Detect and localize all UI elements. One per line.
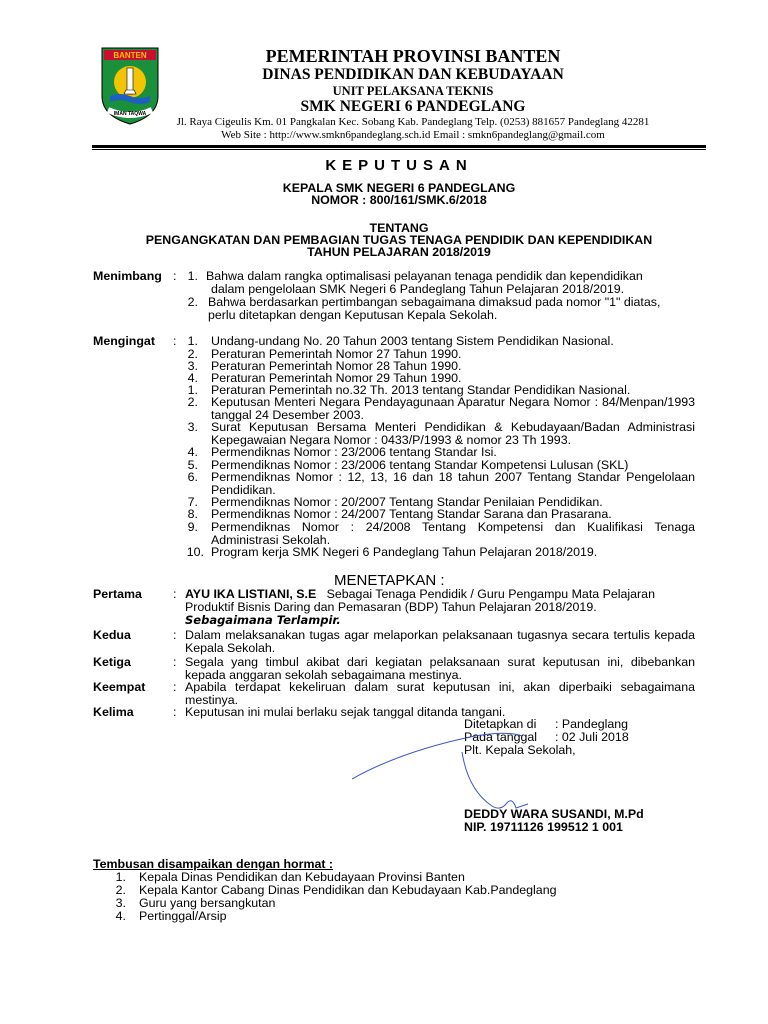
letterhead-rule-thin	[92, 149, 706, 150]
mengingat-item-text: Peraturan Pemerintah Nomor 27 Tahun 1990.	[211, 347, 462, 361]
mengingat-item-text: Program kerja SMK Negeri 6 Pandeglang Tahun Pelajaran 2018/2019.	[211, 545, 598, 559]
sign-date-label: Pada tanggal	[464, 730, 538, 744]
subject-line2: TAHUN PELAJARAN 2018/2019	[307, 245, 491, 259]
kedua-label: Kedua	[93, 628, 131, 642]
ketiga-colon: :	[173, 655, 177, 669]
mengingat-item-text: Peraturan Pemerintah Nomor 28 Tahun 1990.	[211, 359, 462, 373]
mengingat-item-text: Surat Keputusan Bersama Menteri Pendidikan & Kebudayaan/Badan Administrasi Kepegawaian Negara Nomor : 0433/P/1993 & nomor 23 Th 1993.	[211, 420, 695, 447]
kelima-colon: :	[173, 705, 177, 719]
mengingat-item-num: 6.	[187, 470, 198, 484]
pertama-colon: :	[173, 587, 177, 601]
mengingat-item-text: Peraturan Pemerintah Nomor 29 Tahun 1990.	[211, 371, 462, 385]
logo-top-text: BANTEN	[113, 51, 147, 61]
mengingat-item-text: Permendiknas Nomor : 24/2008 Tentang Kompetensi dan Kualifikasi Tenaga Administrasi Sekolah.	[211, 520, 695, 547]
letterhead-line2: DINAS PENDIDIKAN DAN KEBUDAYAAN	[262, 66, 564, 83]
appointee-name: AYU IKA LISTIANI, S.E	[185, 587, 317, 601]
pertama-italic: Sebagaimana Terlampir.	[185, 613, 341, 627]
mengingat-item-num: 3.	[187, 420, 198, 434]
mengingat-item-text: Permendiknas Nomor : 24/2007 Tentang Standar Sarana dan Prasarana.	[211, 507, 612, 521]
logo-bottom-text: IMAN TAQWA	[113, 111, 147, 117]
tembusan-item-num: 4.	[115, 909, 126, 923]
kelima-text: Keputusan ini mulai berlaku sejak tanggal ditanda tangani.	[185, 705, 506, 719]
tembusan-item-text: Kepala Kantor Cabang Dinas Pendidikan dan Kebudayaan Kab.Pandeglang	[139, 883, 557, 897]
kedua-colon: :	[173, 628, 177, 642]
tembusan-item-text: Kepala Dinas Pendidikan dan Kebudayaan Provinsi Banten	[139, 870, 465, 884]
menimbang-label: Menimbang	[93, 269, 162, 283]
mengingat-item-text: Permendiknas Nomor : 12, 13, 16 dan 18 tahun 2007 Tentang Standar Pengelolaan Pendidikan.	[211, 470, 695, 497]
mengingat-item-num: 4.	[187, 371, 198, 385]
issuer-block	[92, 182, 706, 206]
mengingat-item-text: Permendiknas Nomor : 20/2007 Tentang Standar Penilaian Pendidikan.	[211, 495, 603, 509]
ketiga-text: Segala yang timbul akibat dari kegiatan pelaksanaan surat keputusan ini, dibebankan kepada anggaran sekolah sebagaimana mestinya.	[185, 655, 695, 682]
mengingat-item-num: 8.	[187, 507, 198, 521]
menimbang-item-num: 1.	[187, 269, 198, 283]
letterhead-school-name: SMK NEGERI 6 PANDEGLANG	[300, 98, 526, 115]
mengingat-item-num: 2.	[187, 395, 198, 409]
menimbang-colon: :	[173, 269, 177, 283]
tembusan-item-num: 2.	[115, 883, 126, 897]
kedua-text: Dalam melaksanakan tugas agar melaporkan pelaksanaan tugasnya secara tertulis kepada Kepala Sekolah.	[185, 628, 695, 655]
tembusan-heading: Tembusan disampaikan dengan hormat :	[93, 857, 334, 871]
letterhead-web-email: Web Site : http://www.smkn6pandeglang.sch.id Email : smkn6pandeglang@gmail.com	[221, 129, 605, 141]
tembusan-item-text: Guru yang bersangkutan	[139, 896, 276, 910]
kelima-label: Kelima	[93, 705, 134, 719]
mengingat-item-text: Undang-undang No. 20 Tahun 2003 tentang Sistem Pendidikan Nasional.	[211, 334, 614, 348]
mengingat-item-num: 1.	[187, 383, 198, 397]
mengingat-item-num: 3.	[187, 359, 198, 373]
document-title: KEPUTUSAN	[325, 157, 473, 174]
keempat-colon: :	[173, 680, 177, 694]
sign-place-label: Ditetapkan di	[464, 717, 537, 731]
mengingat-item-text: Permendiknas Nomor : 23/2006 tentang Standar Isi.	[211, 445, 497, 459]
menimbang-item-line: Bahwa berdasarkan pertimbangan sebagaimana dimaksud pada nomor "1" diatas,	[208, 295, 661, 309]
menetapkan-heading-colon: :	[440, 572, 445, 589]
tembusan-item-text: Pertinggal/Arsip	[139, 909, 227, 923]
menetapkan-heading-text: MENETAPKAN	[334, 572, 437, 589]
mengingat-item-num: 4.	[187, 445, 198, 459]
menimbang-item-line: Bahwa dalam rangka optimalisasi pelayanan tenaga pendidik dan kependidikan	[206, 269, 643, 283]
menimbang-item-line: dalam pengelolaan SMK Negeri 6 Pandeglang Tahun Pelajaran 2018/2019.	[211, 282, 625, 296]
menimbang-item-num: 2.	[187, 295, 198, 309]
sign-name: DEDDY WARA SUSANDI, M.Pd	[464, 807, 644, 821]
document-number: NOMOR : 800/161/SMK.6/2018	[311, 193, 487, 207]
mengingat-item-num: 7.	[187, 495, 198, 509]
letterhead-rule-thick	[92, 145, 706, 148]
mengingat-item-num: 2.	[187, 347, 198, 361]
issuer: KEPALA SMK NEGERI 6 PANDEGLANG	[282, 181, 516, 195]
about-heading: TENTANG	[369, 221, 429, 235]
mengingat-item-num: 10.	[186, 545, 204, 559]
letterhead-address: Jl. Raya Cigeulis Km. 01 Pangkalan Kec. Sobang Kab. Pandeglang Telp. (0253) 881657 Pandeglang 42281	[176, 116, 650, 128]
pertama-label: Pertama	[93, 587, 142, 601]
keempat-label: Keempat	[93, 680, 146, 694]
mengingat-item-text: Keputusan Menteri Negara Pendayagunaan Aparatur Negara Nomor : 84/Menpan/1993 tanggal 24 Desember 2003.	[211, 395, 695, 422]
letterhead	[118, 46, 708, 142]
ketiga-label: Ketiga	[93, 655, 131, 669]
mengingat-item-num: 5.	[187, 458, 198, 472]
mengingat-item-text: Peraturan Pemerintah no.32 Th. 2013 tentang Standar Pendidikan Nasional.	[211, 383, 631, 397]
mengingat-label: Mengingat	[93, 334, 155, 348]
subject-line1: PENGANGKATAN DAN PEMBAGIAN TUGAS TENAGA PENDIDIK DAN KEPENDIDIKAN	[145, 233, 653, 247]
tembusan-item-num: 3.	[115, 896, 126, 910]
mengingat-colon: :	[173, 334, 177, 348]
sign-role: Plt. Kepala Sekolah,	[464, 743, 576, 757]
pertama-text-b: Produktif Bisnis Daring dan Pemasaran (BDP) Tahun Pelajaran 2018/2019.	[185, 600, 597, 614]
tembusan-item-num: 1.	[115, 870, 126, 884]
mengingat-item-num: 1.	[187, 334, 198, 348]
letterhead-line3: UNIT PELAKSANA TEKNIS	[332, 84, 494, 98]
sign-nip: NIP. 19711126 199512 1 001	[464, 820, 623, 834]
subject-block	[92, 222, 706, 258]
pertama-text-a: Sebagai Tenaga Pendidik / Guru Pengampu Mata Pelajaran	[326, 587, 655, 601]
mengingat-item-text: Permendiknas Nomor : 23/2006 tentang Standar Kompetensi Lulusan (SKL)	[211, 458, 629, 472]
sign-date-value: : 02 Juli 2018	[555, 730, 629, 744]
menimbang-item-line: perlu ditetapkan dengan Keputusan Kepala Sekolah.	[208, 308, 498, 322]
mengingat-item-num: 9.	[187, 520, 198, 534]
letterhead-line1: PEMERINTAH PROVINSI BANTEN	[265, 46, 561, 66]
keempat-text: Apabila terdapat kekeliruan dalam surat keputusan ini, akan diperbaiki sebagaimana mestinya.	[185, 680, 695, 707]
sign-place-value: : Pandeglang	[555, 717, 629, 731]
